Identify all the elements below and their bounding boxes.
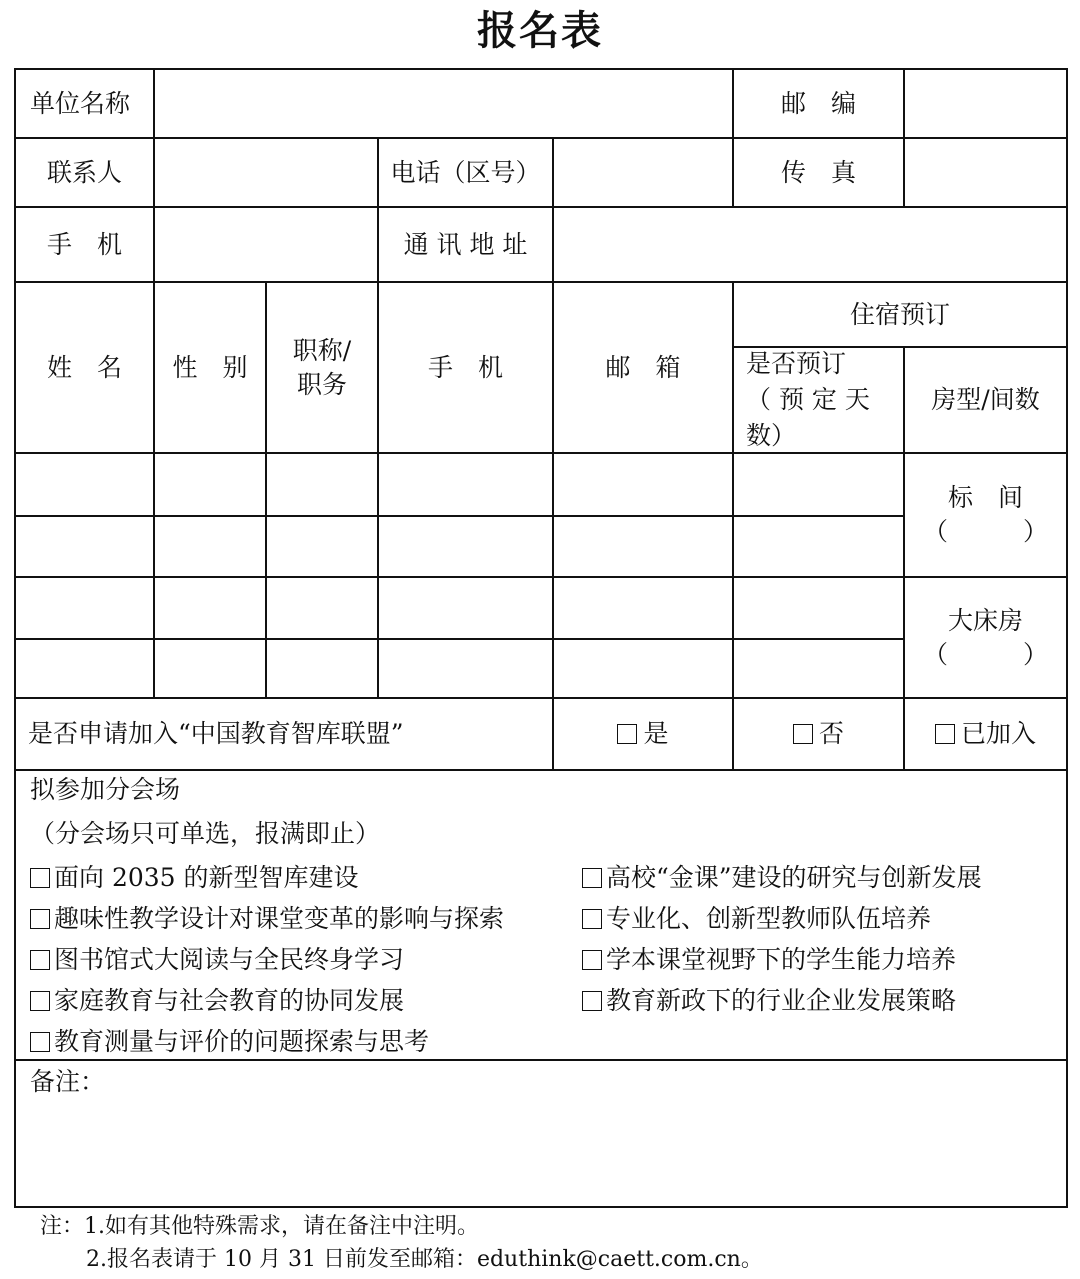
session-option-label: 教育测量与评价的问题探索与思考 — [54, 1027, 430, 1056]
standard-room-label: 标 间 — [947, 483, 1023, 512]
alliance-yes-label: 是 — [643, 719, 669, 748]
alliance-yes-option[interactable] — [554, 699, 732, 769]
session-option[interactable] — [582, 858, 982, 898]
alliance-joined-label: 已加入 — [960, 719, 1036, 748]
checkbox-icon[interactable] — [582, 868, 602, 888]
session-option[interactable] — [30, 1022, 429, 1062]
checkbox-icon[interactable] — [30, 950, 50, 970]
note-line-1: 注：1.如有其他特殊需求，请在备注中注明。 — [40, 1214, 479, 1239]
alliance-no-label: 否 — [818, 719, 844, 748]
room-type-header: 房型/间数 — [931, 385, 1040, 414]
checkbox-icon[interactable] — [30, 909, 50, 929]
session-option-label: 学本课堂视野下的学生能力培养 — [606, 945, 957, 974]
king-room-cell[interactable] — [905, 578, 1066, 697]
session-option-label: 图书馆式大阅读与全民终身学习 — [54, 945, 405, 974]
checkbox-icon[interactable] — [30, 991, 50, 1011]
standard-room-count: （ ） — [922, 517, 1048, 546]
session-option-label: 趣味性教学设计对课堂变革的影响与探索 — [54, 904, 505, 933]
checkbox-icon[interactable] — [30, 1032, 50, 1052]
remarks-label: 备注： — [30, 1067, 106, 1096]
standard-room-cell[interactable] — [905, 454, 1066, 576]
postcode-field[interactable] — [905, 70, 1066, 137]
name-header: 姓 名 — [46, 352, 122, 382]
session-option[interactable] — [582, 981, 956, 1021]
checkbox-icon[interactable] — [582, 909, 602, 929]
session-option[interactable] — [30, 981, 404, 1021]
alliance-joined-option[interactable] — [905, 699, 1066, 769]
fax-label: 传 真 — [780, 157, 856, 187]
session-option-label: 高校“金课”建设的研究与创新发展 — [606, 863, 982, 892]
session-option[interactable] — [30, 940, 404, 980]
gender-header: 性 别 — [172, 352, 248, 382]
session-option[interactable] — [30, 899, 504, 939]
sessions-label: 拟参加分会场 — [30, 775, 181, 804]
attendee-mobile-header: 手 机 — [427, 352, 503, 382]
row-divider — [16, 515, 904, 517]
checkbox-icon[interactable] — [793, 724, 813, 744]
checkbox-icon[interactable] — [582, 991, 602, 1011]
form-title: 报名表 — [477, 8, 603, 54]
contact-field[interactable] — [155, 139, 377, 206]
phone-field[interactable] — [554, 139, 732, 206]
session-option-label: 面向 2035 的新型智库建设 — [54, 863, 359, 892]
checkbox-icon[interactable] — [617, 724, 637, 744]
session-option[interactable] — [30, 858, 359, 898]
mobile-field[interactable] — [155, 208, 377, 281]
registration-form — [14, 68, 1068, 1208]
session-option[interactable] — [582, 940, 956, 980]
session-option-label: 家庭教育与社会教育的协同发展 — [54, 986, 405, 1015]
email-header: 邮 箱 — [605, 352, 681, 382]
remarks-field[interactable] — [16, 1102, 1066, 1206]
checkbox-icon[interactable] — [582, 950, 602, 970]
unit-name-field[interactable] — [155, 70, 732, 137]
checkbox-icon[interactable] — [30, 868, 50, 888]
sessions-hint: （分会场只可单选，报满即止） — [30, 819, 381, 848]
fax-field[interactable] — [905, 139, 1066, 206]
session-option-label: 教育新政下的行业企业发展策略 — [606, 986, 957, 1015]
address-label: 通 讯 地 址 — [403, 229, 528, 259]
session-option-label: 专业化、创新型教师队伍培养 — [606, 904, 932, 933]
mobile-label: 手 机 — [46, 229, 122, 259]
contact-label: 联系人 — [46, 157, 122, 187]
title-position-header: 职称/ 职务 — [292, 335, 352, 399]
reserve-header: 是否预订 （ 预 定 天 数） — [746, 349, 870, 450]
address-field[interactable] — [554, 208, 1066, 281]
king-room-label: 大床房 — [947, 605, 1023, 635]
alliance-no-option[interactable] — [734, 699, 903, 769]
unit-name-label: 单位名称 — [30, 88, 131, 118]
row-divider — [16, 638, 904, 640]
king-room-count: （ ） — [922, 639, 1048, 669]
alliance-question: 是否申请加入“中国教育智库联盟” — [28, 719, 404, 748]
lodging-header: 住宿预订 — [849, 299, 950, 329]
note-line-2: 2.报名表请于 10 月 31 日前发至邮箱：eduthink@caett.com.cn。 — [86, 1247, 763, 1272]
checkbox-icon[interactable] — [935, 724, 955, 744]
session-option[interactable] — [582, 899, 931, 939]
phone-label: 电话（区号） — [390, 157, 541, 187]
postcode-label: 邮 编 — [780, 88, 856, 118]
